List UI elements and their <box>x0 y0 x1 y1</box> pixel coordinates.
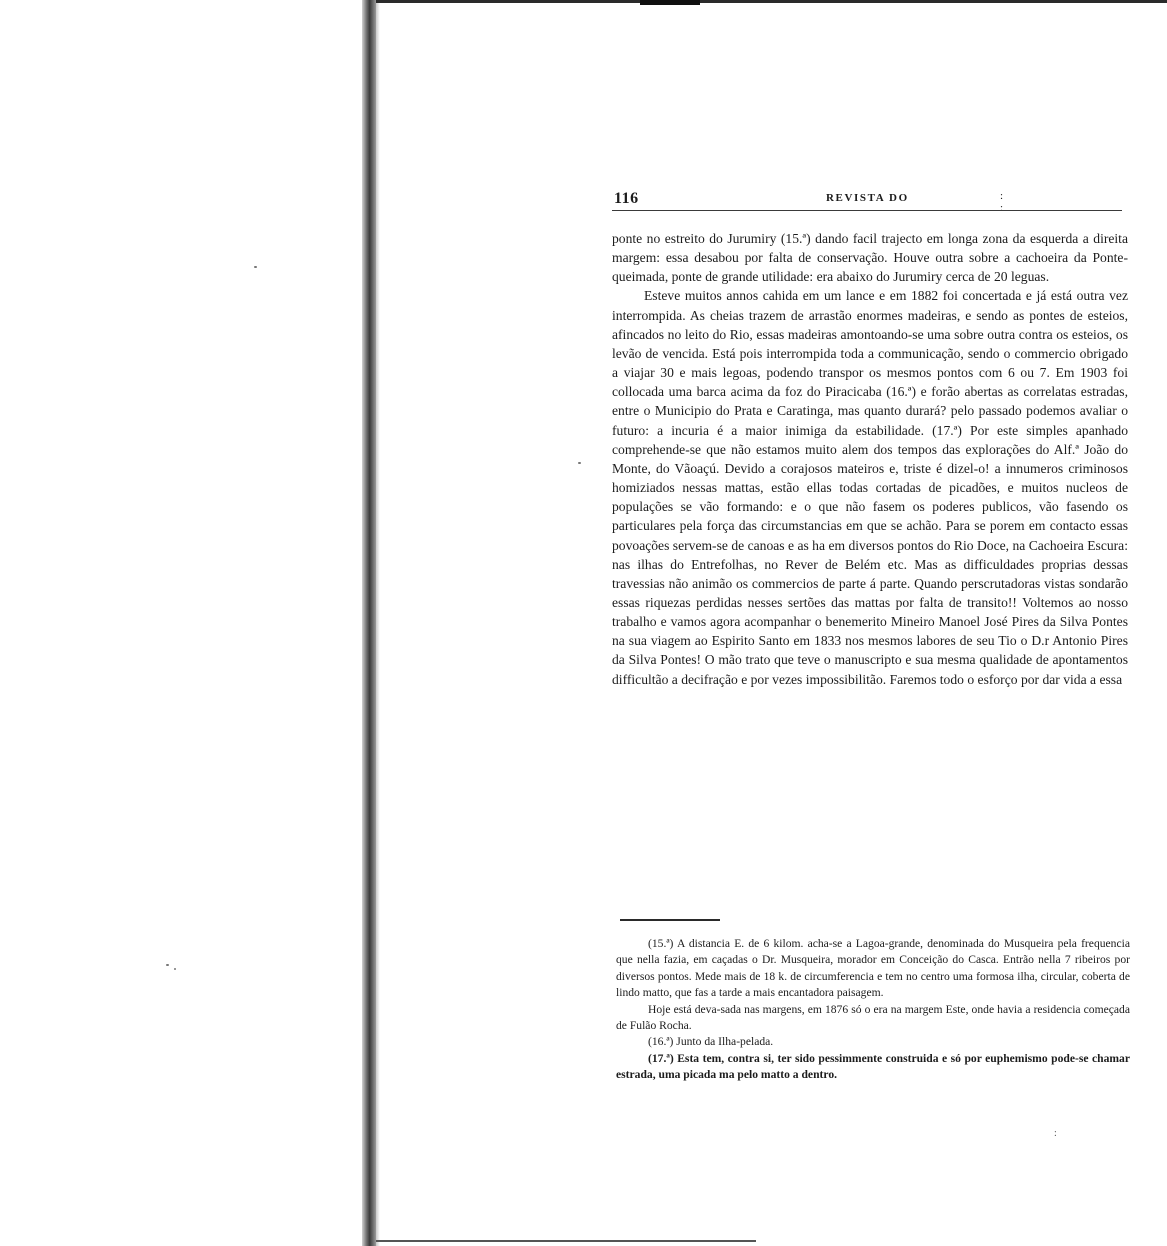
paragraph: Esteve muitos annos cahida em um lance e em 1882 foi concertada e já está outra vez interrompida. As cheias trazem de arrastão enormes madeiras, e sendo as pontes de esteios, afincados no leito do Rio, essas madeiras amontoando-se uma sobre outra contra os esteios, os levão de vencida. Está pois interrompida toda a communicação, sendo o commercio obrigado a viajar 30 e mais legoas, podendo transpor os mesmos pontos com 6 ou 7. Em 1903 foi collocada uma barca acima da foz do Piracicaba (16.ª) e forão abertas as correlatas estradas, entre o Municipio do Prata e Caratinga, mas quanto durará? pelo passado podemos avaliar o futuro: a incuria é a maior inimiga da estabilidade. (17.ª) Por este simples apanhado comprehende-se que não estamos muito alem dos tempos das explorações do Alf.ª João do Monte, do Vãoaçú. Devido a corajosos mateiros e, triste é dizel-o! a innumeros criminosos homiziados nessas mattas, estão ellas todas cortadas de picadões, e muitos nucleos de populações se vão formando: e o que não fasem os poderes publicos, vão fasendo os particulares pela força das circumstancias em que se achão. Para se porem em contacto essas povoações servem-se de canoas e as ha em diversos pontos do Rio Doce, na Cachoeira Escura: nas ilhas do Entrefolhas, no Rever de Belém etc. Mas as difficuldades proprias dessas travessias não animão os commercios de parte á parte. Quando perscrutadoras vistas sondarão essas riquezas perdidas nesses sertões das mattas por falta de transito!! Voltemos ao nosso trabalho e vamos agora acompanhar o benemerito Mineiro Manoel José Pires da Silva Pontes na sua viagem ao Espirito Santo em 1833 nos mesmos labores de seu Tio o D.r Antonio Pires da Silva Pontes! O mão trato que teve o manuscripto e sua mesma qualidade de apontamentos difficultão a decifração e por vezes impossibilitão. Faremos todo o esforço por dar vida a essa <box>612 288 1128 687</box>
journal-title: REVISTA DO <box>826 192 909 204</box>
scan-speck <box>578 462 581 464</box>
scan-speck <box>174 968 176 970</box>
footnote-separator <box>620 919 720 921</box>
footnote: Hoje está deva-sada nas margens, em 1876 só o era na margem Este, onde havia a residencia começada de Fulão Rocha. <box>616 1002 1130 1033</box>
scan-speck <box>254 266 257 268</box>
footnote: (16.ª) Junto da Ilha-pelada. <box>648 1035 774 1049</box>
page-top-edge <box>376 0 1167 3</box>
page-mark: : <box>1054 1128 1057 1139</box>
book-gutter <box>362 0 376 1246</box>
page-bottom-edge <box>376 1240 756 1242</box>
paragraph: ponte no estreito do Jurumiry (15.ª) dando facil trajecto em longa zona da esquerda a direita margem: essa desabou por falta de conservação. Houve outra sobre a cachoeira da Ponte-queimada, ponte de grande utilidade: era abaixo do Jurumiry cerca de 20 leguas. <box>612 231 1128 285</box>
page-top-edge-mark <box>640 0 700 5</box>
running-head-rule <box>612 210 1122 211</box>
gutter-shadow <box>376 0 380 1246</box>
scan-speck <box>166 964 169 966</box>
footnote: (15.ª) A distancia E. de 6 kilom. acha-se a Lagoa-grande, denominada do Musqueira pela frequencia que nella fazia, em caçadas o Dr. Musqueira, morador em Conceição do Casca. Entrão nella 7 ribeiros por diversos pontos. Mede mais de 18 k. de circumferencia e tem no centro uma formosa ilha, circular, coberta de lindo matto, que fas a tarde a mais encantadora paisagem. <box>616 937 1130 1000</box>
running-head <box>612 188 1122 214</box>
body-text <box>612 229 1128 689</box>
footnotes <box>616 936 1130 1084</box>
running-head-marks: : : <box>1000 190 1094 214</box>
footnote: (17.ª) Esta tem, contra si, ter sido pessimmente construida e só por euphemismo pode-se chamar estrada, uma picada ma pelo matto a dentro. <box>616 1051 1130 1082</box>
page-number: 116 <box>614 190 639 207</box>
